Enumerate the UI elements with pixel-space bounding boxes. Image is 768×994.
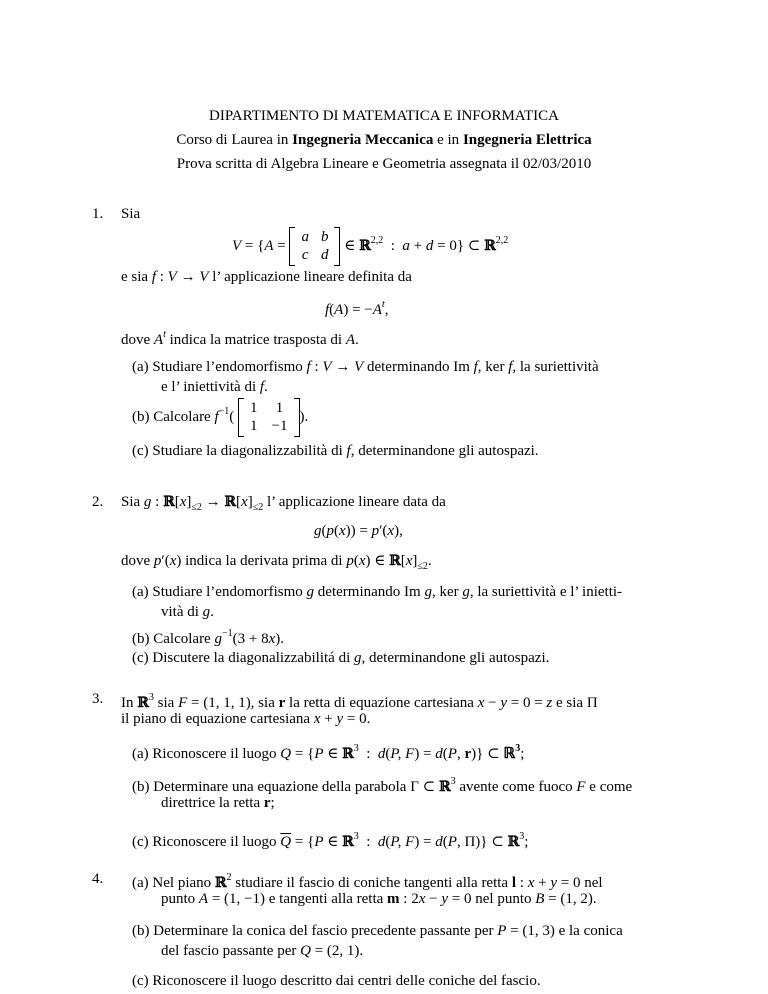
- ex2-map-text: l’ applicazione lineare data da: [266, 494, 446, 510]
- course-elec: Ingegneria Elettrica: [462, 132, 592, 148]
- ex2-a-text3: , la suriettività e l’ inietti-: [469, 584, 623, 600]
- ex1-c-line: (c) Studiare la diagonalizzabilità di f, determinandone gli autospazi.: [132, 443, 539, 459]
- exam-line: Prova scritta di Algebra Lineare e Geometria assegnata il 02/03/2010: [176, 156, 592, 172]
- ex1-intro: Sia: [121, 206, 141, 222]
- ex2-a-text2: determinando Im: [317, 584, 421, 600]
- ex1-a-text2: determinando Im: [366, 359, 470, 375]
- ex2-note-text: indica la derivata prima di: [185, 553, 343, 569]
- ex1-c-text: Studiare la diagonalizzabilità di: [152, 443, 343, 459]
- course-mid: e in: [433, 132, 463, 148]
- ex3-line2: il piano di equazione cartesiana x + y = 0.: [121, 711, 371, 727]
- ex2-map: Sia g : $ℝ[x]_{\le 2}$ → $ℝ[x]_{\le 2}$ l’ applicazione lineare data da: [121, 494, 446, 513]
- ex2-b-line: (b) Calcolare $g^{-1}(3 + 8x)$.: [132, 628, 284, 647]
- ex4-a-line1: (a) Nel piano ℝ$^2$ studiare il fascio di coniche tangenti alla retta l : x + y = 0 nel: [132, 872, 603, 891]
- ex3-line1: In ℝ$^3$ sia F = (1, 1, 1), sia r la retta di equazione cartesiana x − y = 0 = z e sia Π: [121, 692, 598, 711]
- matrix-b: b: [320, 229, 329, 246]
- ex1-c-text2: , determinandone gli autospazi.: [350, 443, 539, 459]
- ex4-b-line2: del fascio passante per Q = (2, 1).: [161, 943, 364, 959]
- ex4-a-text6: nel punto: [475, 891, 532, 907]
- ex1-note-text: indica la matrice trasposta di: [169, 332, 343, 348]
- ex3-a-line: (a) Riconoscere il luogo Q = {P ∈ ℝ$^3$ : d(P, F) = d(P, r)} ⊂ ℝ$^3$;: [132, 743, 525, 762]
- ex2-note: dove p′(x) indica la derivata prima di p(x) ∈ $ℝ[x]_{\le 2}$.: [121, 553, 432, 572]
- ex4-b-text3: del fascio passante per: [161, 943, 297, 959]
- ex1-a-text3: , la suriettività: [512, 359, 599, 375]
- ex4-a-line2: punto A = (1, −1) e tangenti alla retta m : 2x − y = 0 nel punto B = (1, 2).: [161, 891, 597, 907]
- ex3-a-text: Riconoscere il luogo: [152, 746, 277, 762]
- ex2-c-text: Discutere la diagonalizzabilitá di: [152, 650, 351, 666]
- ex3-b-text2: avente come fuoco: [459, 779, 573, 795]
- ex2-a-line2: vità di g.: [161, 604, 214, 620]
- bmatrix-12: 1: [275, 400, 284, 417]
- ex1-space-def: V = {A = a b c d ∈ ℝ$^{2,2}$ : a + d = 0} ⊂ ℝ$^{2,2}$: [232, 222, 508, 266]
- ex2-a-line1: (a) Studiare l’endomorfismo g determinando Im g, ker g, la suriettività e l’ inietti-: [132, 584, 623, 600]
- course-line: [0, 132, 768, 149]
- ex4-a-text3: nel: [584, 875, 603, 891]
- ex3-c-line: (c) Riconoscere il luogo $\overline{Q} = \{P$ ∈ ℝ$^3$ : d(P, F) = d(P, Π)} ⊂ ℝ$^3$;: [132, 831, 529, 850]
- ex3-b-line2: direttrice la retta r;: [161, 795, 275, 811]
- ex4-a-text4: punto: [161, 891, 196, 907]
- matrix-a: a: [301, 229, 309, 246]
- ex2-b-text: Calcolare: [153, 631, 211, 647]
- bmatrix-21: 1: [250, 418, 258, 435]
- ex1-b-line: (b) Calcolare $f^{-1}$( 1 1 1 −1 ).: [132, 394, 308, 437]
- ex2-c-line: (c) Discutere la diagonalizzabilitá di g, determinandone gli autospazi.: [132, 650, 550, 666]
- ex2-formula: g(p(x)) = p′(x),: [314, 523, 403, 539]
- ex2-number: 2.: [92, 494, 104, 510]
- ex1-map-text: l’ applicazione lineare definita da: [212, 269, 412, 285]
- ex4-a-text5: e tangenti alla retta: [268, 891, 384, 907]
- ex1-b-matrix: [238, 398, 299, 437]
- ex4-c-text: Riconoscere il luogo descritto dai centri delle coniche del fascio.: [152, 973, 541, 989]
- ex4-c-line: (c) Riconoscere il luogo descritto dai centri delle coniche del fascio.: [132, 973, 541, 989]
- matrix-d: d: [320, 247, 329, 264]
- ex1-a-line1: (a) Studiare l’endomorfismo f : V → V determinando Im f, ker f, la suriettività: [132, 359, 599, 375]
- ex4-b-text: Determinare la conica del fascio precedente passante per: [153, 923, 494, 939]
- ex4-b-text2: e la conica: [558, 923, 623, 939]
- ex2-a-text4: vità di: [161, 604, 199, 620]
- ex1-formula: $f(A) = -A^t$,: [325, 299, 389, 318]
- matrix-c: c: [301, 247, 309, 264]
- ex1-a-line2: e l’ iniettività di f.: [161, 379, 268, 395]
- ex3-b-text3: e come: [589, 779, 633, 795]
- ex1-number: 1.: [92, 206, 104, 222]
- course-mech: Ingegneria Meccanica: [292, 132, 434, 148]
- ex1-note: dove $A^t$ indica la matrice trasposta di A.: [121, 329, 359, 348]
- bmatrix-11: 1: [250, 400, 258, 417]
- department-title: DIPARTIMENTO DI MATEMATICA E INFORMATICA: [209, 108, 559, 124]
- ex4-a-text: Nel piano: [152, 875, 212, 891]
- ex3-c-text: Riconoscere il luogo: [152, 834, 277, 850]
- ex3-number: 3.: [92, 691, 104, 707]
- ex3-line2-text: il piano di equazione cartesiana: [121, 711, 311, 727]
- ex1-map: e sia f : V → V l’ applicazione lineare definita da: [121, 269, 412, 285]
- ex4-number: 4.: [92, 871, 104, 887]
- ex2-a-text: Studiare l’endomorfismo: [152, 584, 303, 600]
- ex3-b-text: Determinare una equazione della parabola: [153, 779, 407, 795]
- ex1-b-text: Calcolare: [153, 409, 211, 425]
- course-prefix: Corso di Laurea in: [176, 132, 293, 148]
- ex3-b-line1: (b) Determinare una equazione della parabola Γ ⊂ ℝ$^3$ avente come fuoco F e come: [132, 776, 633, 795]
- bmatrix-22: −1: [271, 418, 288, 435]
- ex2-c-text2: , determinandone gli autospazi.: [361, 650, 550, 666]
- ex1-a-text4: e l’ iniettività di: [161, 379, 257, 395]
- ex4-b-line1: (b) Determinare la conica del fascio precedente passante per P = (1, 3) e la conica: [132, 923, 623, 939]
- ex1-a-text: Studiare l’endomorfismo: [152, 359, 303, 375]
- ex1-matrix: [289, 227, 340, 266]
- ex4-a-text2: studiare il fascio di coniche tangenti alla retta: [235, 875, 509, 891]
- ex3-b-text4: direttrice la retta: [161, 795, 261, 811]
